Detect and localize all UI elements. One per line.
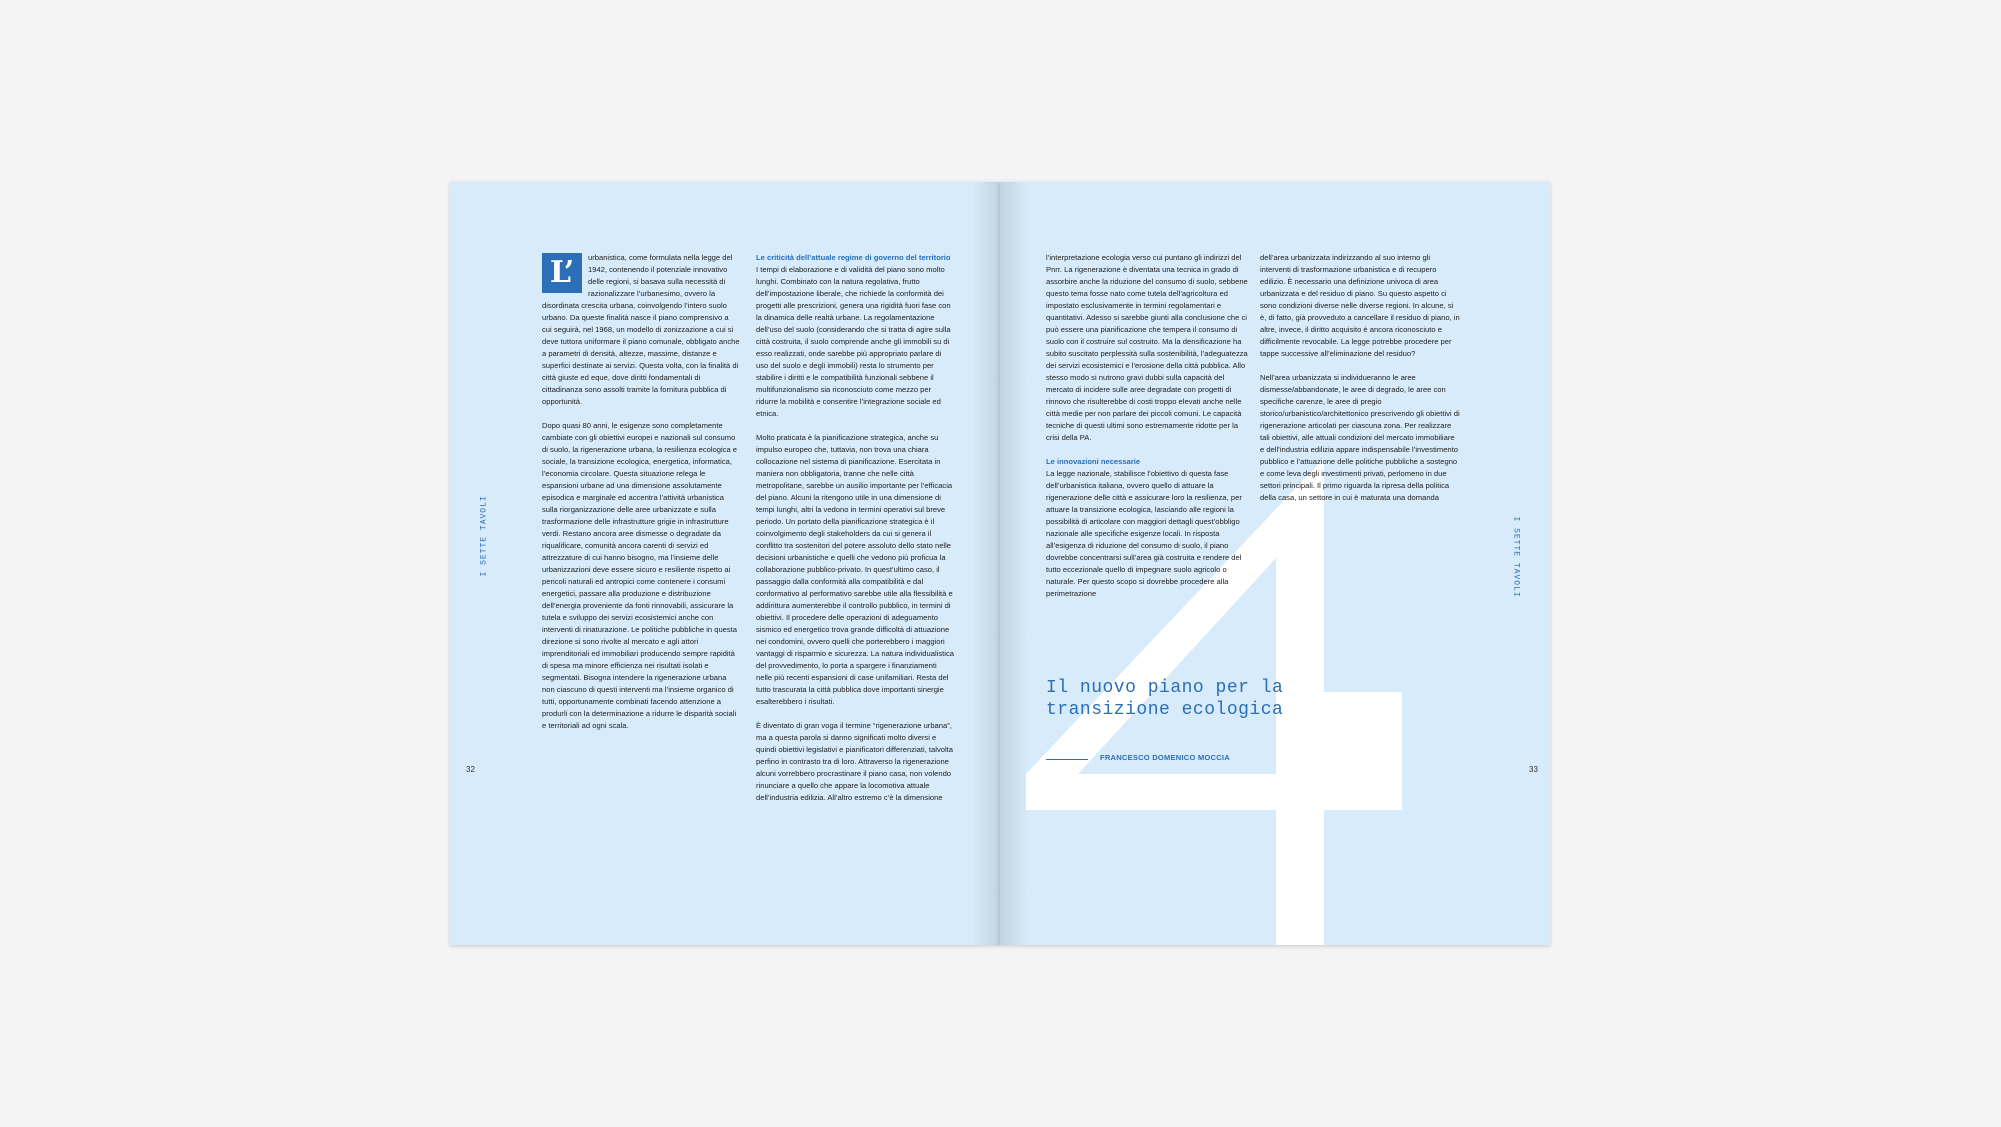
right-column-2 <box>1260 252 1460 516</box>
right-column-1 <box>1046 252 1248 612</box>
section-heading: Le criticità dell’attuale regime di governo del territorio <box>756 253 951 262</box>
left-column-1 <box>542 252 740 744</box>
drop-cap: L’ <box>542 253 582 293</box>
author-rule <box>1046 759 1088 760</box>
section-heading: Le innovazioni necessarie <box>1046 457 1141 466</box>
author-name: FRANCESCO DOMENICO MOCCIA <box>1100 753 1230 762</box>
paragraph: Dopo quasi 80 anni, le esigenze sono completamente cambiate con gli obiettivi europei e nazionali sul consumo di suolo, la rigenerazione urbana, la resilienza ecologica e sociale, la transizione ecologica, energetica, informatica, l’economia circolare. Questa situazione relega le espansioni urbane ad una dimensione assolutamente episodica e marginale ed accentra l’attività urbanistica sulla riorganizzazione delle aree urbanizzate e sulla trasformazione delle infrastrutture grigie in infrastrutture verdi. Restano ancora aree dismesse o degradate da riqualificare, comunità ancora carenti di servizi ed attrezzature di cui hanno bisogno, ma l’insieme delle urbanizzazioni deve essere sicuro e resiliente rispetto ai pericoli naturali ed antropici come contenere i consumi energetici, passare alla produzione e distribuzione dell’energia proveniente da fonti rinnovabili, assicurare la tutela e sviluppo dei servizi ecosistemici anche con interventi di rinaturazione. Le politiche pubbliche in questa direzione si sono rivolte al mercato e agli attori imprenditoriali ed immobiliari producendo sempre rapidità di spesa ma minore efficienza nei risultati isolati e segmentati. Bisogna intendere la rigenerazione urbana non ciascuno di questi interventi ma l’insieme organico di tutti, opportunamente combinati facendo attenzione a produrli con la determinazione a ridurre le disparità sociali e territoriali ad ogni scala. <box>542 421 738 730</box>
paragraph: Nell’area urbanizzata si individueranno le aree dismesse/abbandonate, le aree di degrado, le aree con specifiche carenze, le aree di pregio storico/urbanistico/architettonico prescrivendo gli obiettivi di rigenerazione articolati per ciascuna zona. Per realizzare tali obiettivi, alle attuali condizioni del mercato immobiliare e dell’industria edilizia appare indispensabile l’investimento pubblico e l’attuazione delle politiche pubbliche a sostegno e come leva degli investimenti privati, perlomeno in due settori principali. Il primo riguarda la ripresa della politica della casa, un settore in cui è maturata una domanda <box>1260 373 1460 502</box>
gutter-shadow <box>972 182 1000 945</box>
left-page <box>450 182 1000 945</box>
running-head-left: I SETTE TAVOLI <box>479 495 489 577</box>
paragraph <box>542 252 740 408</box>
paragraph: Molto praticata è la pianificazione strategica, anche su impulso europeo che, tuttavia, non trova una chiara collocazione nel sistema di pianificazione. Esercitata in maniera non obbligatoria, tranne che nelle città metropolitane, sarebbe un ausilio importante per l’efficacia del piano. Alcuni la ritengono utile in una dimensione di tempi lunghi, altri la vedono in termini operativi sul breve periodo. Un portato della pianificazione strategica è il coinvolgimento degli stakeholders da cui si genera il conflitto tra sostenitori del potere assoluto dello stato nelle decisioni urbanistiche e quelli che vedono più proficua la collaborazione pubblico-privato. In quest’ultimo caso, il passaggio dalla conformità alla compatibilità e dal conformativo al performativo sarebbe utile alla flessibilità e addirittura aumenterebbe il controllo pubblico, in termini di obiettivi. Il procedere delle operazioni di adeguamento sismico ed energetico trova grande difficoltà di attuazione nei condomini, ovvero quelli che porterebbero i maggiori vantaggi di risparmio e sicurezza. La natura individualistica del provvedimento, lo porta a spargere i finanziamenti nelle più recenti espansioni di case unifamiliari. Resta del tutto trascurata la città pubblica dove importanti sinergie esalterebbero i risultati. <box>756 433 954 706</box>
paragraph: l’interpretazione ecologia verso cui puntano gli indirizzi del Pnrr. La rigenerazione è diventata una tecnica in grado di assorbire anche la riduzione del consumo di suolo, sebbene questo tema fosse nato come tutela dell’agricoltura ed impostato esclusivamente in termini regolamentari e quantitativi. Adesso si sarebbe giunti alla conclusione che ci può essere una pianificazione che tempera il consumo di suolo con il costruire sul costruito. Ma la densificazione ha subito suscitato perplessità sulla sostenibilità, l’adeguatezza dei servizi ecosistemici e l’erosione della città pubblica. Allo stesso modo si nutrono gravi dubbi sulla capacità del mercato di incidere sulle aree degradate con progetti di rinnovo che risulterebbe di costi troppo elevati anche nelle città medie per non parlare dei piccoli comuni. Le capacità tecniche di questi ultimi sono estremamente ridotte per la crisi della PA. <box>1046 253 1248 442</box>
paragraph: dell’area urbanizzata indirizzando al suo interno gli interventi di trasformazione urbanistica e di recupero edilizio. È necessario una definizione univoca di area urbanizzata e del residuo di piano. Su questo aspetto ci sono condizioni diverse nelle diverse regioni. In alcune, si è, di fatto, già provveduto a cancellare il residuo di piano, in altre, invece, il diritto acquisito è ancora riconosciuto e difficilmente revocabile. La legge potrebbe procedere per tappe successive all’eliminazione del residuo? <box>1260 253 1460 358</box>
left-column-2 <box>756 252 954 816</box>
running-head-right: I SETTE TAVOLI <box>1511 516 1521 598</box>
gutter-shadow <box>1000 182 1028 945</box>
paragraph: È diventato di gran voga il termine “rigenerazione urbana”, ma a questa parola si danno significati molto diversi e quindi obiettivi legislativi e pianificatori differenziati, talvolta perfino in contrasto tra di loro. Attraverso la rigenerazione alcuni vorrebbero procrastinare il piano casa, non volendo rinunciare a quello che appare la locomotiva attuale dell’industria edilizia. All’altro estremo c’è la dimensione <box>756 721 953 802</box>
page-number-right: 33 <box>1529 765 1538 774</box>
paragraph: I tempi di elaborazione e di validità del piano sono molto lunghi. Combinato con la natura regolativa, frutto dell’impostazione liberale, che richiede la conformità dei progetti alle prescrizioni, genera una rigidità fuori fase con la dinamica delle realtà urbane. La regolamentazione dell’uso del suolo (considerando che si tratta di agire sulla città costruita, il suolo comprende anche gli immobili su di esso realizzati, onde sarebbe più appropriato parlare di uso del suolo e degli immobili) resta lo strumento per stabilire i diritti e le compatibilità funzionali sebbene il multifunzionalismo sia riconosciuto come mezzo per ridurre la mobilità e consentire l’integrazione sociale ed etnica. <box>756 265 951 418</box>
article-title: Il nuovo piano per la transizione ecologica <box>1046 678 1284 720</box>
page-number-left: 32 <box>466 765 475 774</box>
right-page <box>1000 182 1550 945</box>
magazine-spread <box>450 182 1550 945</box>
paragraph: La legge nazionale, stabilisce l’obiettivo di questa fase dell’urbanistica italiana, ovvero quello di attuare la rigenerazione delle città e assicurare loro la resilienza, per attuare la transizione ecologica, lasciando alle regioni la possibilità di articolare con maggiori dettagli quest’obbligo nazionale alle specifiche esigenze locali. In risposta all’esigenza di riduzione del consumo di suolo, il piano dovrebbe concentrarsi sull’area già costruita e rendere del tutto eccezionale quello di impegnare suolo agricolo o naturale. Per questo scopo si dovrebbe procedere alla perimetrazione <box>1046 469 1242 598</box>
paragraph-text: urbanistica, come formulata nella legge del 1942, contenendo il potenziale innovativo delle regioni, si basava sulla necessità di razionalizzare l’urbanesimo, ovvero la disordinata crescita urbana, coinvolgendo l’intero suolo urbano. Da queste finalità nasce il piano comprensivo a cui seguirà, nel 1968, un modello di zonizzazione a cui si deve tuttora uniformare il piano comunale, obbligato anche a parametri di densità, altezze, massime, distanze e superfici destinate ai servizi. Questa volta, con la finalità di città giuste ed eque, dove diritti fondamentali di cittadinanza sono assolti tramite la fornitura pubblica di opportunità. <box>542 253 740 406</box>
